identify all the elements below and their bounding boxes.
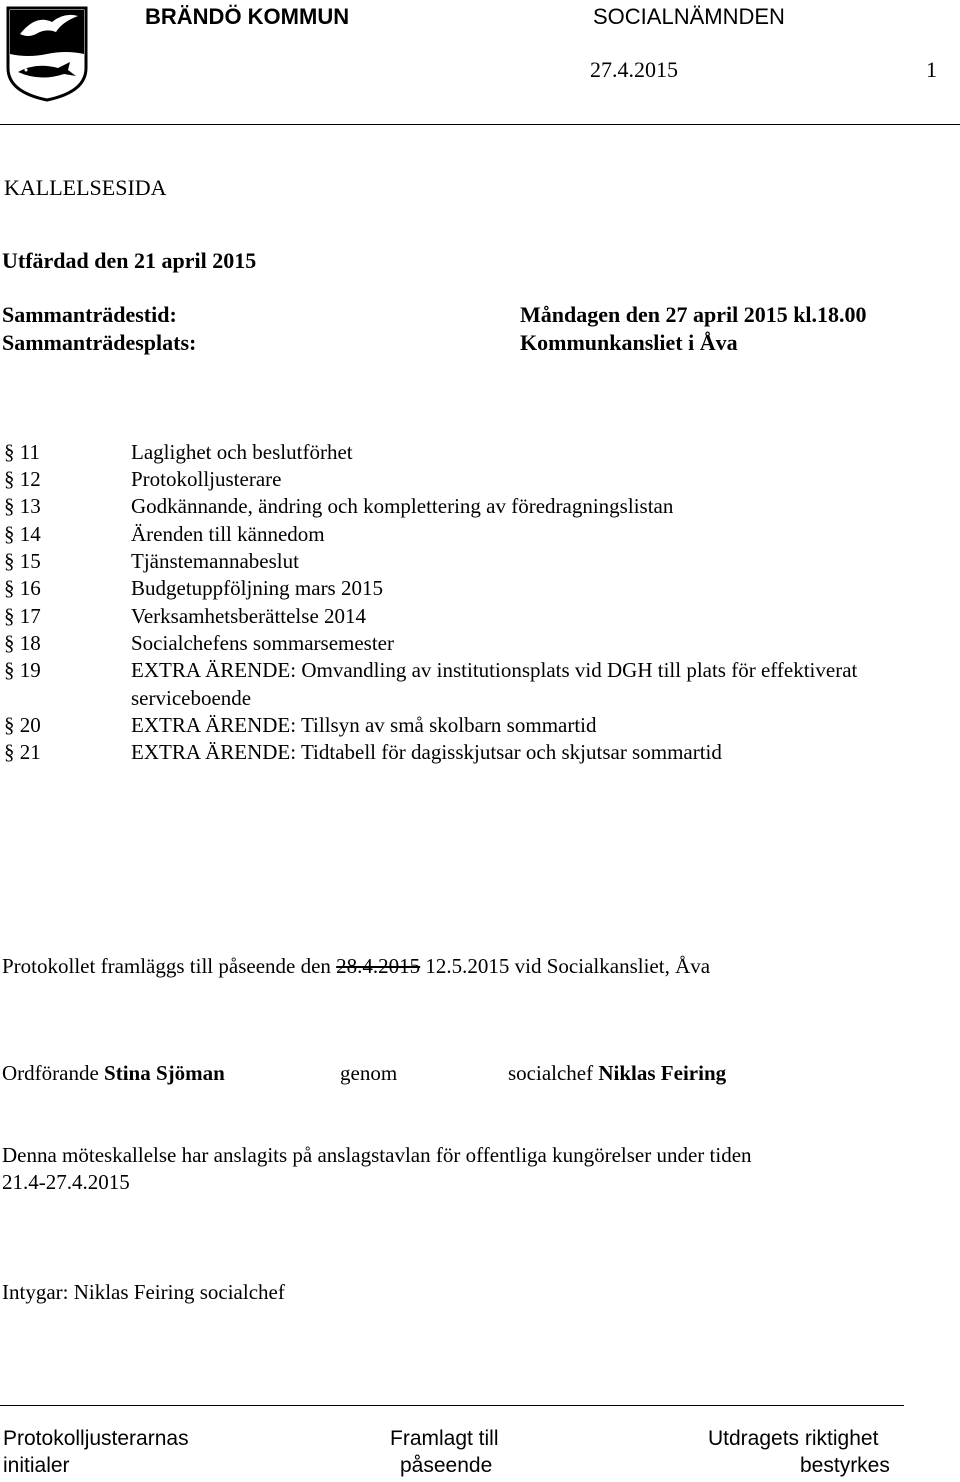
agenda-item-title: EXTRA ÄRENDE: Omvandling av institutionsplats vid DGH till plats för effektiverat bbox=[131, 658, 858, 682]
agenda-section-number: § 21 bbox=[4, 740, 41, 764]
agenda-item-title: Tjänstemannabeslut bbox=[131, 549, 299, 573]
agenda-item-title: Protokolljusterare bbox=[131, 467, 282, 491]
inspection-suffix: 12.5.2015 vid Socialkansliet, Åva bbox=[420, 954, 711, 978]
agenda-item-title: Budgetuppföljning mars 2015 bbox=[131, 576, 383, 600]
agenda-item-title: Socialchefens sommarsemester bbox=[131, 631, 394, 655]
chair-name: Stina Sjöman bbox=[104, 1061, 225, 1085]
meeting-time-value: Måndagen den 27 april 2015 kl.18.00 bbox=[520, 302, 867, 327]
municipality-name: BRÄNDÖ KOMMUN bbox=[145, 4, 350, 29]
inspection-prefix: Protokollet framläggs till påseende den bbox=[2, 954, 337, 978]
agenda-item-title: Godkännande, ändring och komplettering av föredragningslistan bbox=[131, 494, 674, 518]
agenda-section-number: § 19 bbox=[4, 658, 41, 682]
footer-divider bbox=[0, 1405, 904, 1406]
signature-via: genom bbox=[340, 1061, 398, 1085]
agenda-item-title: Verksamhetsberättelse 2014 bbox=[131, 604, 367, 628]
agenda-item-title: EXTRA ÄRENDE: Tidtabell för dagisskjutsar och skjutsar sommartid bbox=[131, 740, 722, 764]
inspection-struck-date: 28.4.2015 bbox=[336, 954, 421, 978]
chief-name: Niklas Feiring bbox=[598, 1061, 727, 1085]
agenda-section-number: § 16 bbox=[4, 576, 41, 600]
posting-notice-line2: 21.4-27.4.2015 bbox=[2, 1170, 130, 1194]
chair-label: Ordförande bbox=[2, 1061, 105, 1085]
issued-date: Utfärdad den 21 april 2015 bbox=[2, 248, 257, 273]
meeting-place-value: Kommunkansliet i Åva bbox=[520, 330, 738, 355]
chair-signature bbox=[2, 1061, 225, 1086]
agenda-section-number: § 13 bbox=[4, 494, 41, 518]
agenda-section-number: § 18 bbox=[4, 631, 41, 655]
header-divider bbox=[0, 124, 960, 125]
inspection-notice bbox=[2, 954, 710, 979]
agenda-section-number: § 14 bbox=[4, 522, 41, 546]
posting-notice-line1: Denna möteskallelse har anslagits på anslagstavlan för offentliga kungörelser under tiden bbox=[2, 1143, 752, 1167]
agenda-section-number: § 20 bbox=[4, 713, 41, 737]
agenda-section-number: § 12 bbox=[4, 467, 41, 491]
agenda-item-title-continuation: serviceboende bbox=[131, 686, 252, 710]
footer-initials-line2: initialer bbox=[3, 1454, 70, 1477]
agenda-section-number: § 15 bbox=[4, 549, 41, 573]
footer-initials-line1: Protokolljusterarnas bbox=[3, 1427, 189, 1450]
agenda-section-number: § 11 bbox=[4, 440, 40, 464]
agenda-item-title: Ärenden till kännedom bbox=[131, 522, 325, 546]
chief-label: socialchef bbox=[508, 1061, 599, 1085]
footer-posted-line2: påseende bbox=[400, 1454, 493, 1477]
agenda-section-number: § 17 bbox=[4, 604, 41, 628]
certification: Intygar: Niklas Feiring socialchef bbox=[2, 1280, 285, 1304]
meeting-place-label: Sammanträdesplats: bbox=[2, 330, 197, 355]
municipality-coat-of-arms bbox=[6, 6, 88, 102]
agenda-item-title: EXTRA ÄRENDE: Tillsyn av små skolbarn sommartid bbox=[131, 713, 597, 737]
board-name: SOCIALNÄMNDEN bbox=[593, 4, 785, 29]
footer-posted-line1: Framlagt till bbox=[390, 1427, 499, 1450]
page-number: 1 bbox=[926, 57, 937, 82]
footer-certified-line1: Utdragets riktighet bbox=[708, 1427, 879, 1450]
footer-certified-line2: bestyrkes bbox=[800, 1454, 890, 1477]
chief-signature bbox=[508, 1061, 726, 1086]
meeting-time-label: Sammanträdestid: bbox=[2, 302, 177, 327]
page-title: KALLELSESIDA bbox=[4, 175, 167, 200]
agenda-item-title: Laglighet och beslutförhet bbox=[131, 440, 353, 464]
document-date: 27.4.2015 bbox=[590, 57, 678, 82]
